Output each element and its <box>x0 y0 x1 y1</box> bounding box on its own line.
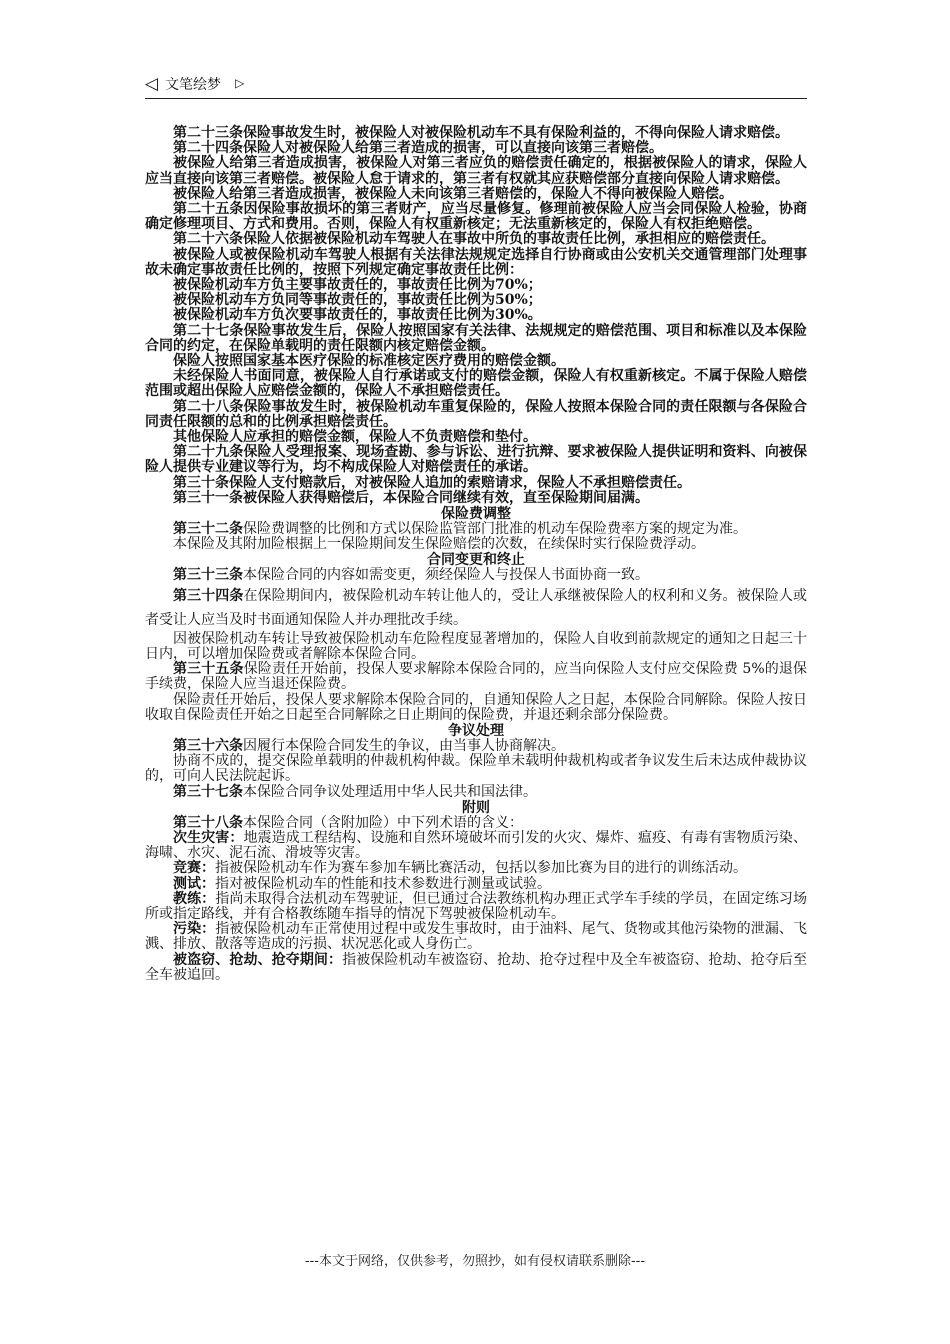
article-paragraph: 被保险人给第三者造成损害，被保险人未向该第三者赔偿的，保险人不得向被保险人赔偿。 <box>173 185 733 202</box>
article-paragraph: 第二十七条保险事故发生后，保险人按照国家有关法律、法规规定的赔偿范围、项目和标准以及本保险合同的约定，在保险单载明的责任限额内核定赔偿金额。 <box>145 322 807 354</box>
article-text: 本保险合同（含附加险）中下列术语的含义： <box>243 814 523 831</box>
article-number: 第三十五条 <box>173 661 244 678</box>
brand-name: 文笔绘梦 <box>165 77 221 93</box>
article-paragraph <box>145 831 807 861</box>
article-number: 次生灾害： <box>173 829 244 846</box>
article-paragraph <box>145 739 807 754</box>
article-text: 指被保险机动车作为赛车参加车辆比赛活动，包括以参加比赛为目的进行的训练活动。 <box>215 860 747 877</box>
article-number: 第三十四条 <box>173 587 244 604</box>
article-text: 保险费调整的比例和方式以保险监管部门批准的机动车保险费率方案的规定为准。 <box>243 521 747 538</box>
article-paragraph: 第三十一条被保险人获得赔偿后，本保险合同继续有效，直至保险期间届满。 <box>173 489 649 506</box>
footer-disclaimer: ---本文于网络，仅供参考，勿照抄，如有侵权请联系删除--- <box>304 1254 646 1269</box>
article-text: 本保险合同的内容如需变更，须经保险人与投保人书面协商一致。 <box>243 567 649 584</box>
article-paragraph <box>145 877 807 892</box>
article-text: 指被保险机动车被盗窃、抢劫、抢夺过程中及全车被盗窃、抢劫、抢夺后至全车被追回。 <box>145 951 808 983</box>
article-number: 被盗窃、抢劫、抢夺期间： <box>173 951 343 968</box>
document-body <box>145 126 807 983</box>
article-paragraph: 未经保险人书面同意，被保险人自行承诺或支付的赔偿金额，保险人有权重新核定。不属于保险人赔偿范围或超出保险人应赔偿金额的，保险人不承担赔偿责任。 <box>145 368 807 400</box>
article-paragraph: 被保险机动车方负同等事故责任的，事故责任比例为50%； <box>173 292 542 309</box>
article-text: 本保险合同争议处理适用中华人民共和国法律。 <box>243 783 537 800</box>
article-text: 指被保险机动车正常使用过程中或发生事故时，由于油料、尾气、货物或其他污染物的泄漏、飞溅、排放、散落等造成的污损、状况恶化或人身伤亡。 <box>145 921 808 953</box>
article-paragraph <box>145 662 807 692</box>
triangle-right-icon: ▷ <box>235 76 245 90</box>
article-text: 指对被保险机动车的性能和技术参数进行测量或试验。 <box>215 875 551 892</box>
article-paragraph <box>145 785 807 800</box>
article-paragraph <box>145 584 807 632</box>
triangle-left-icon: ◁ <box>145 74 159 94</box>
article-paragraph <box>145 922 807 952</box>
article-number: 第三十三条 <box>173 567 243 584</box>
article-paragraph <box>145 953 807 983</box>
article-text: 地震造成工程结构、设施和自然环境破坏而引发的火灾、爆炸、瘟疫、有毒有害物质污染、海啸、水灾、泥石流、滑坡等灾害。 <box>145 829 808 862</box>
article-text: 在保险期间内，被保险机动车转让他人的，受让人承继被保险人的权利和义务。被保险人或者受让人应当及时书面通知保险人并办理批改手续。 <box>145 587 808 628</box>
article-number: 教练： <box>173 890 216 907</box>
section-heading: 附则 <box>462 799 490 816</box>
article-text: 指尚未取得合法机动车驾驶证，但已通过合法教练机构办理正式学车手续的学员，在固定练习场所或指定路线，并有合格教练随车指导的情况下驾驶被保险机动车。 <box>145 890 808 922</box>
article-paragraph: 被保险人给第三者造成损害，被保险人对第三者应负的赔偿责任确定的，根据被保险人的请求，保险人应当直接向该第三者赔偿。被保险人怠于请求的，第三者有权就其应获赔偿部分直接向保险人请求赔偿。 <box>145 155 807 187</box>
article-paragraph: 被保险人或被保险机动车驾驶人根据有关法律法规规定选择自行协商或由公安机关交通管理部门处理事故未确定事故责任比例的，按照下列规定确定事故责任比例： <box>145 246 807 278</box>
article-paragraph: 第三十条保险人支付赔款后，对被保险人追加的索赔请求，保险人不承担赔偿责任。 <box>173 474 691 491</box>
article-number: 第三十七条 <box>173 783 243 800</box>
article-paragraph: 保险人按照国家基本医疗保险的标准核定医疗费用的赔偿金额。 <box>173 353 565 370</box>
article-paragraph: 第二十三条保险事故发生时，被保险人对被保险机动车不具有保险利益的，不得向保险人请求赔偿。 <box>173 125 789 141</box>
article-paragraph: 其他保险人应承担的赔偿金额，保险人不负责赔偿和垫付。 <box>173 429 537 446</box>
article-paragraph <box>145 522 807 537</box>
body-paragraph: 保险责任开始后，投保人要求解除本保险合同的，自通知保险人之日起，本保险合同解除。保险人按日收取自保险责任开始之日起至合同解除之日止期间的保险费，并退还剩余部分保险费。 <box>145 691 807 723</box>
article-number: 污染： <box>173 921 216 938</box>
article-paragraph: 第二十六条保险人依据被保险机动车驾驶人在事故中所负的事故责任比例，承担相应的赔偿责任。 <box>173 231 775 248</box>
article-number: 第三十六条 <box>173 737 243 754</box>
article-paragraph: 被保险机动车方负次要事故责任的，事故责任比例为30%。 <box>173 307 542 324</box>
article-number: 竞赛： <box>173 860 215 877</box>
section-heading: 合同变更和终止 <box>427 552 525 569</box>
body-paragraph: 因被保险机动车转让导致被保险机动车危险程度显著增加的，保险人自收到前款规定的通知之日起三十日内，可以增加保险费或者解除本保险合同。 <box>145 630 807 662</box>
article-paragraph <box>145 892 807 922</box>
article-paragraph: 被保险机动车方负主要事故责任的，事故责任比例为70%； <box>173 277 542 294</box>
section-heading: 争议处理 <box>448 722 504 739</box>
article-paragraph: 第二十八条保险事故发生时，被保险机动车重复保险的，保险人按照本保险合同的责任限额与各保险合同责任限额的总和的比例承担赔偿责任。 <box>145 398 807 430</box>
section-heading: 保险费调整 <box>441 506 511 523</box>
article-paragraph <box>145 568 807 583</box>
article-text: 保险责任开始前，投保人要求解除本保险合同的，应当向保险人支付应交保险费 5%的退保手续费，保险人应当退还保险费。 <box>145 661 807 693</box>
page-header <box>145 72 807 99</box>
article-paragraph <box>145 816 807 831</box>
article-text: 因履行本保险合同发生的争议，由当事人协商解决。 <box>243 737 565 754</box>
article-number: 第三十八条 <box>173 814 243 831</box>
article-paragraph: 第二十九条保险人受理报案、现场查勘、参与诉讼、进行抗辩、要求被保险人提供证明和资料、向被保险人提供专业建议等行为，均不构成保险人对赔偿责任的承诺。 <box>145 444 807 476</box>
article-paragraph <box>145 861 807 876</box>
article-number: 测试： <box>173 875 215 892</box>
article-paragraph: 第二十五条因保险事故损坏的第三者财产，应当尽量修复。修理前被保险人应当会同保险人检验，协商确定修理项目、方式和费用。否则，保险人有权重新核定；无法重新核定的，保险人有权拒绝赔偿。 <box>145 201 807 233</box>
body-paragraph: 协商不成的，提交保险单载明的仲裁机构仲裁。保险单未载明仲裁机构或者争议发生后未达成仲裁协议的，可向人民法院起诉。 <box>145 753 807 785</box>
article-number: 第三十二条 <box>173 521 243 538</box>
article-paragraph: 第二十四条保险人对被保险人给第三者造成的损害，可以直接向该第三者赔偿。 <box>173 140 663 157</box>
body-paragraph: 本保险及其附加险根据上一保险期间发生保险赔偿的次数，在续保时实行保险费浮动。 <box>173 536 705 553</box>
